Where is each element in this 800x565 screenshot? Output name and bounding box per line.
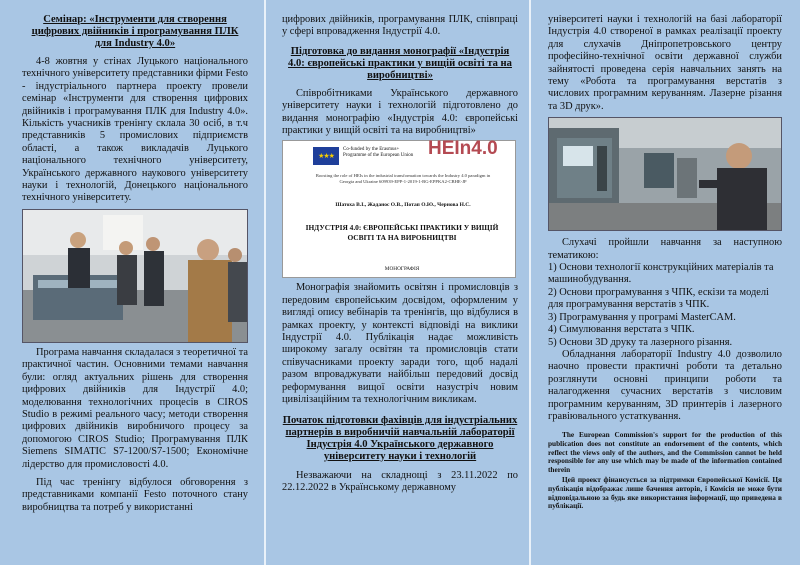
topics-list <box>548 262 782 349</box>
column-separator <box>529 0 531 565</box>
list-item: 5) Основи 3D друку та лазерного різання. <box>548 336 733 348</box>
cofunded-label: Co-funded by the Erasmus+ Programme of the European Union <box>343 147 414 159</box>
seminar-paragraph: 4-8 жовтня у стінах Луцького національного технічного університету представники фірми Festo - індустріального партнера проекту провели семінар «Інструменти для створення цифрових двійників і програмування ПЛК для Industry 4.0». Кількість учасників тренінгу склала 30 осіб, в т.ч представників 5 промислових підприємств області, а також викладачів Луцького національного технічного університету, Українського державного наукового університету науки і технологій, Донецького національного технічного університету. <box>22 56 248 204</box>
lab-photo <box>548 117 782 231</box>
seminar-photo <box>22 209 248 343</box>
lab-photo-illustration <box>549 118 781 230</box>
hein-logo: HEIn4.0 <box>428 138 498 160</box>
seminar-photo-illustration <box>23 210 247 342</box>
seminar-heading: Семінар: «Інструменти для створення цифрових двійників і програмування ПЛК для Industry 4.0» <box>31 14 239 49</box>
disclaimer-en: The European Commission's support for the production of this publication does not constitute an endorsement of the contents, which reflect the views only of the authors, and the Commission cannot be held responsible for any use which may be made of the information contained therein <box>548 430 782 474</box>
list-item: 1) Основи технології конструкційних матеріалів та машинобудування. <box>548 262 774 286</box>
cover-title: ІНДУСТРІЯ 4.0: ЄВРОПЕЙСЬКІ ПРАКТИКИ У ВИЩІЙ ОСВІТІ ТА НА ВИРОБНИЦТВІ <box>305 223 499 243</box>
training-start-heading: Початок підготовки фахівців для індустріальних партнерів в виробничій навчальній лабораторії Індустрія 4.0 Українського державного університету науки і технологій <box>282 414 518 462</box>
training-paragraph: Під час тренінгу відбулося обговорення з представниками компанії Festo поточного стану виробництва та потреб у використанні <box>22 476 248 513</box>
disclaimer-ua: Цей проект фінансується за підтримки Європейської Комісії. Ця публікація відображає лише бачення авторів, і Комісія не може бути відповідальною за будь яке використання інформації, що приведена в публікації. <box>548 475 782 511</box>
list-item: 3) Програмування у програмі MasterCAM. <box>548 311 736 323</box>
column-2 <box>282 0 518 565</box>
column-3 <box>548 0 782 565</box>
cover-subtitle: МОНОГРАФІЯ <box>384 266 420 273</box>
cover-authors: Шатохa В.І., Жаданос О.В., Потап О.Ю., Чернова Н.С. <box>335 202 471 209</box>
lab-paragraph: університеті науки і технологій на базі лабораторії Індустрія 4.0 створеної в рамках реалізації проекту для слухачів Дніпропетровського центру професійно-технічної освіти державної служби зайнятості проведена серія навчальних занять на тему «Робота та програмування верстатів з числових програмним керуванням. Лазерне різання та 3D друк». <box>548 14 782 112</box>
cover-project-line: Boosting the role of HEIs in the industrial transformation towards the Industry 4.0 paradigm in Georgia and Ukraine 609939-EPP-1-2019-1-BG-EPPKA2-CBHE-JP <box>315 173 491 185</box>
training-start-paragraph: Незважаючи на складнощі з 23.11.2022 по 22.12.2022 в Українському державному <box>282 469 518 493</box>
column-1 <box>22 0 248 565</box>
list-item: 4) Симулювання верстата з ЧПК. <box>548 324 695 336</box>
list-item: 2) Основи програмування з ЧПК, ескізи та моделі для програмування верстатів з ЧПК. <box>548 286 769 311</box>
continuation-paragraph: цифрових двійників, програмування ПЛК, співпраці у сфері впровадження Індустрії 4.0. <box>282 14 518 38</box>
monograph-cover <box>282 140 516 278</box>
monograph-intro: Співробітниками Українського державного університету науки і технологій підготовлено до видання монографію «Індустрія 4.0: європейські практики у вищій освіті та на виробництві» <box>282 87 518 137</box>
equipment-paragraph: Обладнання лабораторії Industry 4.0 дозволило наочно провести практичні роботи та детально розглянути основні принципи роботи та налагодження сучасних верстатів з числовим програмним керуванням, 3D принтерів і лазерного гравіювального устаткування. <box>548 348 782 422</box>
topics-intro: Слухачі пройшли навчання за наступною тематикою: <box>548 237 782 261</box>
column-separator <box>264 0 266 565</box>
monograph-heading: Підготовка до видання монографії «Індустрія 4.0: європейські практики у вищій освіті та на виробництві» <box>288 45 512 81</box>
program-paragraph: Програма навчання складалася з теоретичної та практичної частин. Основними темами навчання були: огляд актуальних рішень для створення цифрових двійників для Індустрії 4.0; моделювання технологічних процесів в CIROS Studio в режимі реального часу; методи створення цифрових двійників виробничого процесу за допомогою CIROS Studio; Програмування ПЛК Siemens SIMATIC S7-1200/S7-1500; Економічне лідерство для промисловості 4.0. <box>22 346 248 470</box>
monograph-paragraph: Монографія знайомить освітян і промисловців з передовим європейським досвідом, оформленим у вигляді опису вебінарів та тренінгів, що відбулися в рамках проекту, у контексті відповіді на виклики Індустрії 4.0. Публікація надає можливість широкому загалу освітян та промисловців стати співучасниками проекту заради того, щоб надалі разом впроваджувати найбільш передовий досвід реформування вищої освіти назустріч новим цивілізаційним та технологічним викликам. <box>282 282 518 406</box>
eu-flag-icon: ★★★ <box>313 147 339 165</box>
